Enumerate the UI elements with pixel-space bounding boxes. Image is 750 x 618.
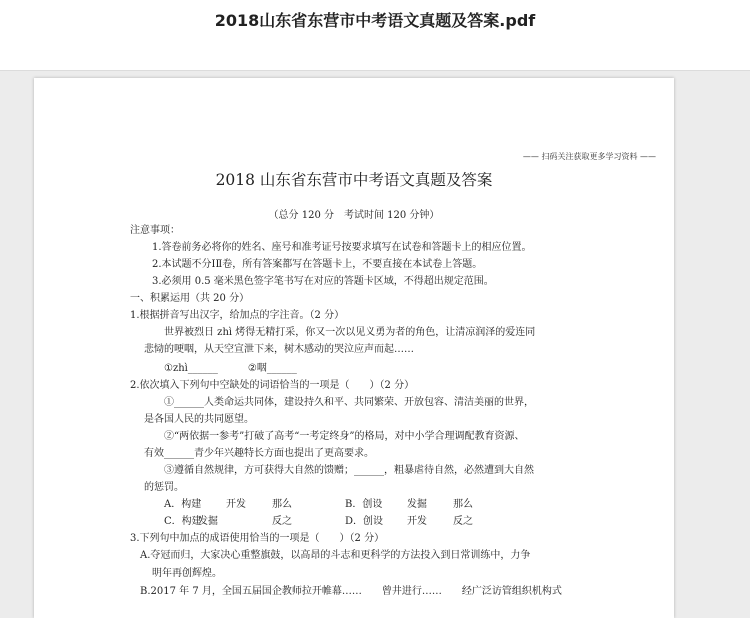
text-line: ①______人类命运共同体，建设持久和平、共同繁荣、开放包容、清洁美丽的世界， bbox=[164, 397, 534, 408]
option-a-1: A．构建 bbox=[164, 499, 202, 510]
document-title: 2018 山东省东营市中考语文真题及答案 bbox=[215, 171, 493, 189]
text-line: 是各国人民的共同愿望。 bbox=[144, 414, 254, 425]
text-line: ①zhì______ ②咽______ bbox=[164, 363, 297, 374]
text-line: ②“两依据一参考”打破了高考“一考定终身”的格局，对中小学合理调配教育资源、 bbox=[164, 431, 525, 442]
text-line: 世界被烈日 zhì 烤得无精打采，你又一次以见义勇为者的角色，让清凉润泽的爱连同 bbox=[164, 327, 536, 338]
qr-note: —— 扫码关注获取更多学习资料 —— bbox=[522, 152, 656, 161]
option-d-1: D．创设 bbox=[345, 516, 384, 527]
viewer-toolbar bbox=[0, 0, 750, 71]
question-1: 1.根据拼音写出汉字，给加点的字注音。（2 分） bbox=[130, 310, 345, 321]
text-line: 明年再创辉煌。 bbox=[152, 568, 222, 579]
option-b-2: 发掘 bbox=[407, 499, 427, 510]
document-subtitle: （总分 120 分 考试时间 120 分钟） bbox=[268, 210, 440, 221]
text-line: 3.必须用 0.5 毫米黑色签字笔书写在对应的答题卡区域，不得超出规定范围。 bbox=[152, 276, 494, 287]
option-d-3: 反之 bbox=[453, 516, 473, 527]
option-a-3: 那么 bbox=[272, 499, 292, 510]
text-line: 的惩罚。 bbox=[144, 482, 184, 493]
option-c-3: 反之 bbox=[272, 516, 292, 527]
option-b-3: 那么 bbox=[453, 499, 473, 510]
text-line: 有效______青少年兴趣特长方面也提出了更高要求。 bbox=[144, 448, 374, 459]
section-heading: 一、积累运用（共 20 分） bbox=[130, 293, 250, 304]
text-line: 2.本试题不分ⅠⅡ卷，所有答案都写在答题卡上，不要直接在本试卷上答题。 bbox=[152, 259, 483, 270]
option-d-2: 开发 bbox=[407, 516, 427, 527]
option-c-2: 发掘 bbox=[198, 516, 218, 527]
option-a-2: 开发 bbox=[226, 499, 246, 510]
document-page bbox=[34, 78, 674, 618]
option-b-1: B．创设 bbox=[345, 499, 383, 510]
text-line: B.2017 年 7 月，全国五届国企教师拉开帷幕…… 曾井进行…… 经广泛访管组织机构式 bbox=[140, 586, 562, 597]
file-title: 2018山东省东营市中考语文真题及答案.pdf bbox=[214, 11, 536, 30]
text-line: ③遵循自然规律，方可获得大自然的馈赠；______，粗暴虐待自然，必然遭到大自然 bbox=[164, 465, 534, 476]
text-line: A.夺冠而归，大家决心重整旗鼓，以高昂的斗志和更科学的方法投入到日常训练中，力争 bbox=[140, 550, 531, 561]
text-line: 悲恸的哽咽，从天空宣泄下来，树木感动的哭泣应声而起…… bbox=[144, 344, 414, 355]
text-line: 1.答卷前务必将你的姓名、座号和准考证号按要求填写在试卷和答题卡上的相应位置。 bbox=[152, 242, 532, 253]
question-2: 2.依次填入下列句中空缺处的词语恰当的一项是（ ）（2 分） bbox=[130, 380, 415, 391]
text-line: 注意事项： bbox=[130, 225, 180, 236]
option-c-1: C．构建 bbox=[164, 516, 202, 527]
question-3: 3.下列句中加点的成语使用恰当的一项是（ ）（2 分） bbox=[130, 533, 385, 544]
